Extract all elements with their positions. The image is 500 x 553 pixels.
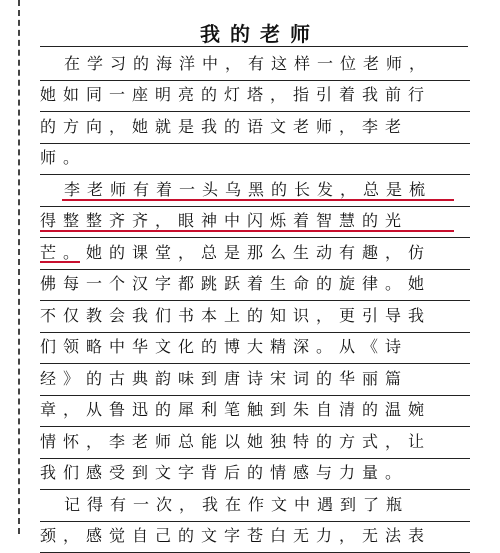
text-line-1: 在学习的海洋中，有这样一位老师， xyxy=(40,49,470,81)
text-line-16: 颈，感觉自己的文字苍白无力，无法表 xyxy=(40,522,470,553)
text-line-6: 得整整齐齐，眼神中闪烁着智慧的光 xyxy=(40,207,470,239)
text-line-4: 师。 xyxy=(40,144,470,176)
text-line-10: 们领略中华文化的博大精深。从《诗 xyxy=(40,333,470,365)
text-line-15: 记得有一次，我在作文中遇到了瓶 xyxy=(40,490,470,522)
text-line-5: 李老师有着一头乌黑的长发，总是梳 xyxy=(40,175,470,207)
title-rule xyxy=(40,46,468,47)
text-line-14: 我们感受到文字背后的情感与力量。 xyxy=(40,459,470,491)
text-line-13: 情怀，李老师总能以她独特的方式，让 xyxy=(40,427,470,459)
text-line-11: 经》的古典韵味到唐诗宋词的华丽篇 xyxy=(40,364,470,396)
red-underline-1 xyxy=(62,199,454,201)
text-line-2: 她如同一座明亮的灯塔，指引着我前行 xyxy=(40,81,470,113)
text-line-9: 不仅教会我们书本上的知识，更引导我 xyxy=(40,301,470,333)
text-line-8: 佛每一个汉字都跳跃着生命的旋律。她 xyxy=(40,270,470,302)
text-line-7: 芒。她的课堂，总是那么生动有趣，仿 xyxy=(40,238,470,270)
text-line-3: 的方向，她就是我的语文老师，李老 xyxy=(40,112,470,144)
text-line-12: 章，从鲁迅的犀利笔触到朱自清的温婉 xyxy=(40,396,470,428)
essay-title: 我的老师 xyxy=(40,18,480,47)
page-margin-line xyxy=(18,0,20,534)
red-underline-2 xyxy=(40,230,454,232)
red-underline-3 xyxy=(40,261,80,263)
